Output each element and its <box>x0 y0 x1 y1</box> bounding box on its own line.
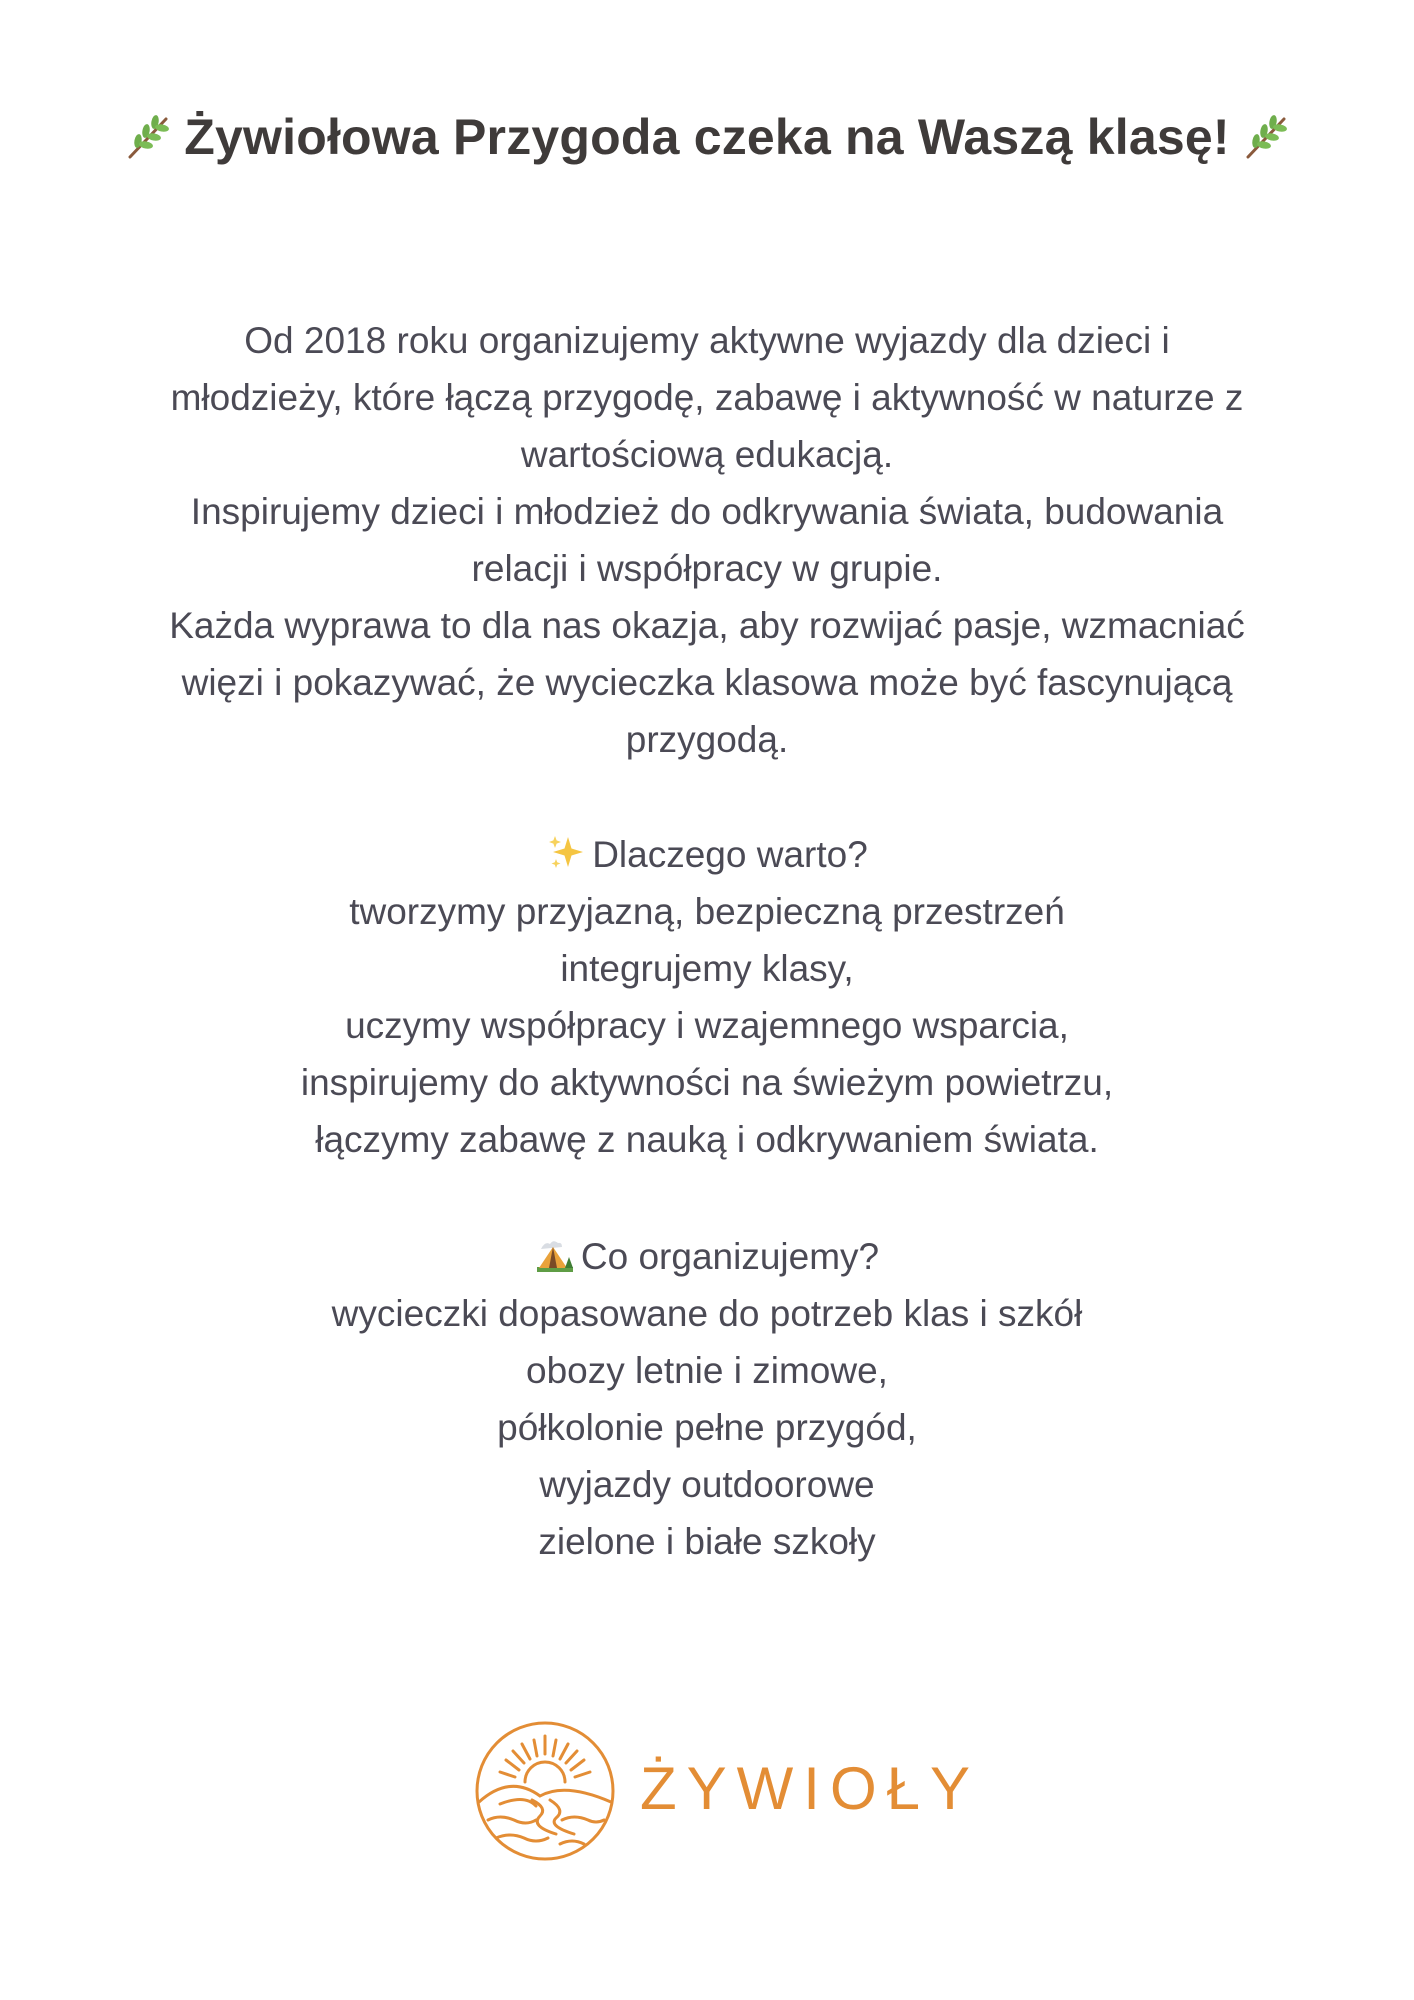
sun-landscape-logo-icon <box>470 1716 620 1866</box>
page-title-text: Żywiołowa Przygoda czeka na Waszą klasę! <box>184 109 1230 165</box>
intro-paragraph <box>40 312 1374 768</box>
herb-sprig-icon <box>1240 111 1292 163</box>
intro-line: młodzieży, które łączą przygodę, zabawę i aktywność w naturze z <box>170 377 1244 418</box>
what-heading <box>40 1228 1374 1285</box>
intro-line: więzi i pokazywać, że wycieczka klasowa może być fascynującą <box>181 662 1233 703</box>
brand-logo <box>470 1716 981 1866</box>
why-heading <box>40 826 1374 883</box>
what-heading-text: Co organizujemy? <box>580 1236 880 1277</box>
intro-line: przygodą. <box>625 719 789 760</box>
why-item: uczymy współpracy i wzajemnego wsparcia, <box>345 1005 1069 1046</box>
what-item: półkolonie pełne przygód, <box>497 1407 917 1448</box>
why-heading-text: Dlaczego warto? <box>592 834 868 875</box>
what-section <box>40 1228 1374 1570</box>
why-item: tworzymy przyjazną, bezpieczną przestrzeń <box>349 891 1065 932</box>
intro-line: wartościową edukacją. <box>520 434 894 475</box>
why-section <box>40 826 1374 1168</box>
page-title <box>0 108 1414 167</box>
why-item: łączymy zabawę z nauką i odkrywaniem świata. <box>315 1119 1099 1160</box>
camping-tent-icon <box>535 1235 575 1275</box>
what-item: obozy letnie i zimowe, <box>526 1350 888 1391</box>
intro-line: Od 2018 roku organizujemy aktywne wyjazdy dla dzieci i <box>244 320 1170 361</box>
brand-wordmark: ŻYWIOŁY <box>640 1755 981 1822</box>
what-item: wyjazdy outdoorowe <box>539 1464 875 1505</box>
what-item: wycieczki dopasowane do potrzeb klas i szkół <box>331 1293 1083 1334</box>
why-item: integrujemy klasy, <box>560 948 854 989</box>
intro-line: relacji i współpracy w grupie. <box>471 548 943 589</box>
why-item: inspirujemy do aktywności na świeżym powietrzu, <box>300 1062 1114 1103</box>
intro-line: Każda wyprawa to dla nas okazja, aby rozwijać pasje, wzmacniać <box>169 605 1245 646</box>
intro-line: Inspirujemy dzieci i młodzież do odkrywania świata, budowania <box>190 491 1224 532</box>
sparkles-icon <box>546 833 586 873</box>
what-item: zielone i białe szkoły <box>538 1521 876 1562</box>
herb-sprig-icon <box>122 111 174 163</box>
